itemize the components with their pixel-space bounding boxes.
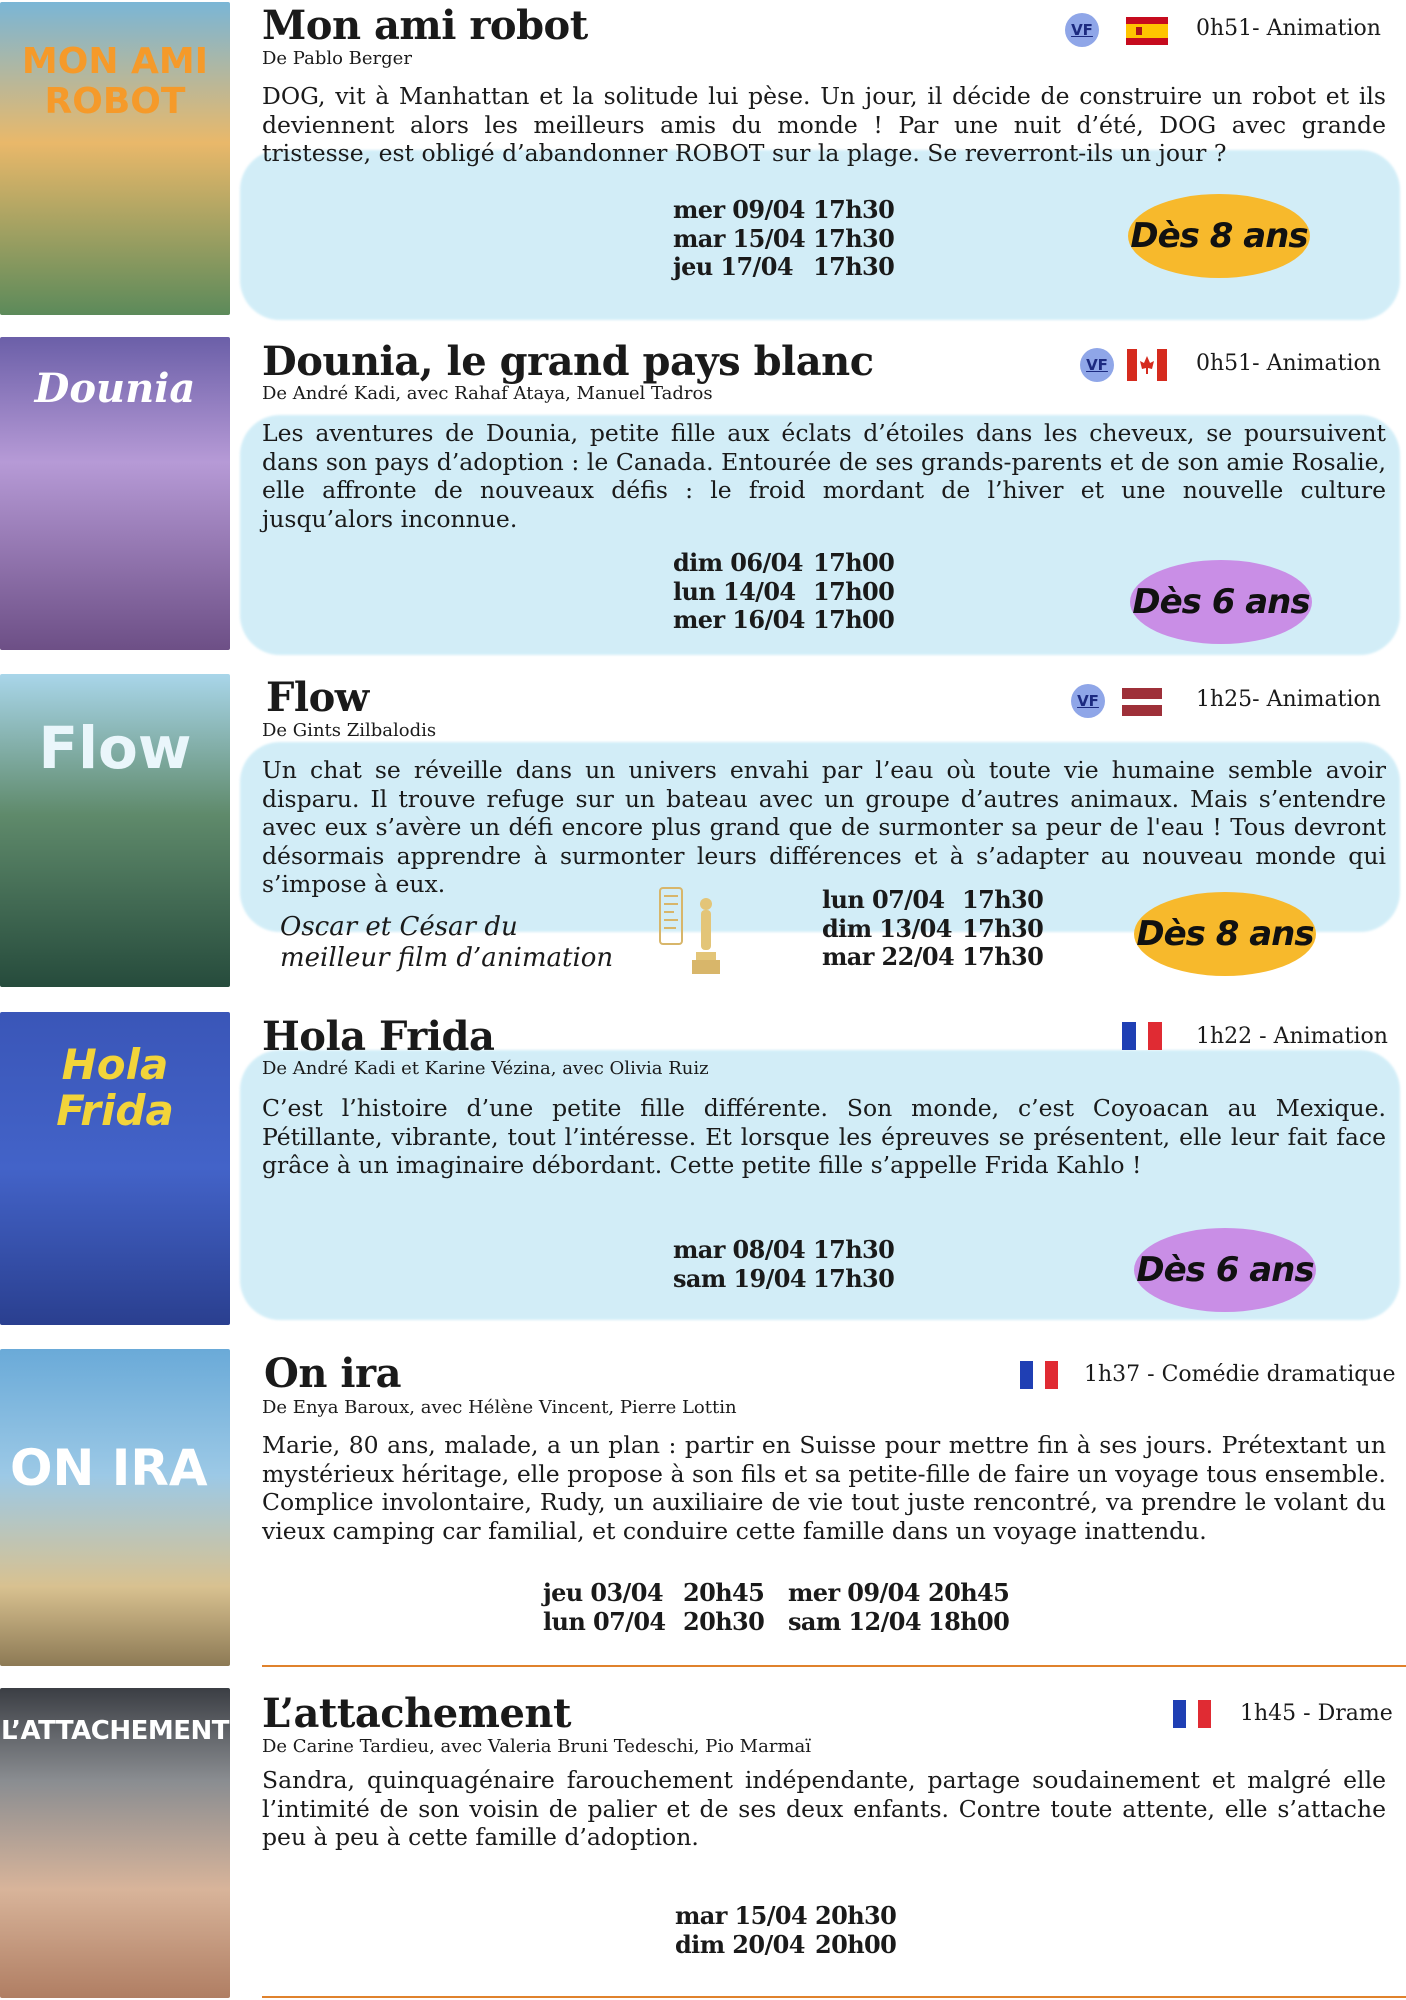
showtime-row	[673, 1265, 894, 1294]
film-title: Hola Frida	[262, 1013, 495, 1060]
poster-flow[interactable]	[0, 674, 230, 987]
showtime-date: lun 07/04	[543, 1606, 666, 1636]
showtime-row	[822, 915, 1043, 944]
showtime-date: mer 09/04	[673, 195, 805, 224]
award-line: Oscar et César du	[280, 912, 518, 942]
age-badge: Dès 6 ans	[1134, 1228, 1316, 1312]
film-l-attachement	[0, 1686, 1406, 2000]
poster-title: Dounia	[34, 365, 196, 412]
showtime-date: sam 19/04	[673, 1263, 806, 1293]
showtimes	[822, 886, 1043, 972]
showtime-date: mar 15/04	[675, 1901, 808, 1930]
showtimes	[675, 1902, 896, 1959]
age-badge: Dès 8 ans	[1128, 194, 1310, 278]
age-badge: Dès 6 ans	[1130, 560, 1312, 644]
showtime-date: mer 16/04	[673, 605, 805, 634]
latvia-flag-icon	[1122, 688, 1162, 716]
showtime-date: dim 20/04	[675, 1929, 805, 1959]
showtime-date: mar 22/04	[822, 942, 955, 971]
poster-title: MON AMI ROBOT	[21, 41, 209, 122]
film-credits: De Enya Baroux, avec Hélène Vincent, Pierre Lottin	[262, 1397, 737, 1418]
poster-mon-ami-robot[interactable]	[0, 2, 230, 315]
synopsis: Sandra, quinquagénaire farouchement indépendante, partage soudainement et malgré elle l’intimité de son voisin de palier et de ses deux enfants. Contre toute attente, elle s’attache peu à peu à cette famille d’adoption.	[262, 1766, 1386, 1852]
showtime-date: lun 07/04	[822, 885, 945, 914]
award-line: meilleur film d’animation	[280, 943, 614, 973]
showtime-row	[543, 1579, 1009, 1608]
poster-title: L’ATTACHEMENT	[1, 1716, 229, 1746]
runtime-genre: 0h51- Animation	[1196, 16, 1381, 41]
synopsis: Les aventures de Dounia, petite fille aux éclats d’étoiles dans les cheveux, se poursuivent dans son pays d’adoption : le Canada. Entourée de ses grands-parents et de son amie Rosalie, elle affronte de nouveaux défis : le froid mordant de l’hiver et une nouvelle culture jusqu’alors inconnue.	[262, 419, 1386, 533]
award-trophy-icon	[656, 882, 726, 982]
poster-on-ira[interactable]	[0, 1349, 230, 1666]
showtime-time: 17h30	[813, 1263, 895, 1293]
film-credits: De André Kadi et Karine Vézina, avec Olivia Ruiz	[262, 1058, 709, 1079]
showtime-date: lun 14/04	[673, 576, 796, 606]
synopsis: C’est l’histoire d’une petite fille différente. Son monde, c’est Coyoacan au Mexique. Pétillante, vibrante, tout l’intéresse. Et lorsque les épreuves se présentent, elle leur fait face grâce à un imaginaire débordant. Cette petite fille s’appelle Frida Kahlo !	[262, 1094, 1386, 1180]
film-credits: De André Kadi, avec Rahaf Ataya, Manuel Tadros	[262, 383, 713, 404]
poster-l-attachement[interactable]	[0, 1688, 230, 1998]
poster-title: Hola Frida	[56, 1040, 174, 1135]
poster-dounia[interactable]	[0, 337, 230, 650]
film-flow	[0, 672, 1406, 1002]
showtime-row	[673, 196, 894, 225]
film-dounia	[0, 335, 1406, 665]
france-flag-icon	[1122, 1022, 1162, 1050]
spain-flag-icon	[1126, 17, 1168, 45]
showtimes	[673, 1236, 894, 1293]
runtime-genre: 1h45 - Drame	[1240, 1701, 1393, 1726]
showtime-time: 20h30	[683, 1606, 765, 1636]
film-title: Dounia, le grand pays blanc	[262, 338, 874, 385]
showtime-date: mer 09/04	[788, 1578, 920, 1607]
france-flag-icon	[1173, 1700, 1211, 1728]
showtime-date: jeu 03/04	[543, 1578, 663, 1607]
showtime-date: mar 08/04	[673, 1235, 806, 1264]
showtime-row	[673, 225, 894, 254]
synopsis: DOG, vit à Manhattan et la solitude lui pèse. Un jour, il décide de construire un robot et ils deviennent alors les meilleurs amis du monde ! Par une nuit d’été, DOG avec grande tristesse, est obligé d’abandonner ROBOT sur la plage. Se reverront-ils un jour ?	[262, 82, 1386, 168]
showtime-time: 17h30	[962, 885, 1044, 914]
showtime-time: 20h00	[815, 1929, 897, 1959]
age-badge: Dès 8 ans	[1134, 892, 1316, 976]
showtime-time: 17h30	[813, 223, 895, 253]
showtime-time: 17h00	[813, 548, 895, 577]
showtime-date: jeu 17/04	[673, 252, 793, 281]
poster-title: Flow	[38, 714, 192, 782]
showtime-row	[673, 578, 894, 607]
award-text	[280, 912, 613, 974]
runtime-genre: 1h37 - Comédie dramatique	[1084, 1362, 1396, 1387]
film-credits: De Pablo Berger	[262, 48, 412, 69]
showtimes	[673, 196, 894, 282]
showtime-row	[673, 1236, 894, 1265]
showtimes	[673, 549, 894, 635]
showtime-date: mar 15/04	[673, 223, 806, 253]
film-title: Mon ami robot	[262, 2, 588, 49]
showtime-row	[543, 1608, 1009, 1637]
section-divider	[262, 1665, 1406, 1667]
film-on-ira	[0, 1347, 1406, 1677]
showtime-time: 20h30	[815, 1901, 897, 1930]
showtime-date: dim 13/04	[822, 913, 952, 943]
runtime-genre: 1h25- Animation	[1196, 687, 1381, 712]
film-title: Flow	[266, 674, 369, 721]
film-mon-ami-robot	[0, 0, 1406, 330]
film-credits: De Carine Tardieu, avec Valeria Bruni Tedeschi, Pio Marmaï	[262, 1736, 811, 1757]
section-divider	[262, 1996, 1406, 1998]
showtime-time: 17h30	[813, 1235, 895, 1264]
showtime-time: 17h30	[962, 913, 1044, 943]
showtime-time: 20h45	[683, 1578, 765, 1607]
vf-badge: VF	[1080, 348, 1114, 382]
film-title: On ira	[264, 1350, 402, 1397]
runtime-genre: 1h22 - Animation	[1196, 1024, 1388, 1049]
poster-title: ON IRA	[10, 1439, 208, 1497]
canada-flag-icon	[1127, 349, 1167, 381]
showtime-time: 17h30	[962, 942, 1044, 971]
showtime-row	[673, 606, 894, 635]
showtime-row	[673, 253, 894, 282]
showtime-row	[673, 549, 894, 578]
showtime-time: 17h30	[813, 195, 895, 224]
poster-hola-frida[interactable]	[0, 1012, 230, 1325]
vf-badge: VF	[1071, 684, 1105, 718]
film-credits: De Gints Zilbalodis	[262, 720, 437, 741]
showtime-time: 18h00	[928, 1606, 1010, 1636]
showtime-row	[675, 1902, 896, 1931]
synopsis: Un chat se réveille dans un univers envahi par l’eau où toute vie humaine semble avoir disparu. Il trouve refuge sur un bateau avec un groupe d’autres animaux. Mais s’entendre avec eux s’avère un défi encore plus grand que de surmonter sa peur de l'eau ! Tous devront désormais apprendre à surmonter leurs différences et à s’adapter au nouveau monde qui s’impose à eux.	[262, 756, 1386, 899]
film-title: L’attachement	[262, 1690, 571, 1737]
showtime-time: 17h00	[813, 576, 895, 606]
showtime-row	[822, 943, 1043, 972]
france-flag-icon	[1020, 1361, 1058, 1389]
showtime-time: 17h30	[813, 252, 895, 281]
showtime-time: 17h00	[813, 605, 895, 634]
showtime-row	[675, 1931, 896, 1960]
synopsis: Marie, 80 ans, malade, a un plan : partir en Suisse pour mettre fin à ses jours. Prétextant un mystérieux héritage, elle propose à son fils et sa petite-fille de faire un voyage tous ensemble. Complice involontaire, Rudy, un auxiliaire de vie tout juste rencontré, va prendre le volant du vieux camping car familial, et conduire cette famille dans un voyage inattendu.	[262, 1431, 1386, 1545]
runtime-genre: 0h51- Animation	[1196, 351, 1381, 376]
film-hola-frida	[0, 1010, 1406, 1340]
showtime-date: dim 06/04	[673, 548, 803, 577]
showtime-row	[822, 886, 1043, 915]
showtime-time: 20h45	[928, 1578, 1010, 1607]
vf-badge: VF	[1065, 13, 1099, 47]
showtimes	[543, 1579, 1009, 1636]
showtime-date: sam 12/04	[788, 1606, 921, 1636]
